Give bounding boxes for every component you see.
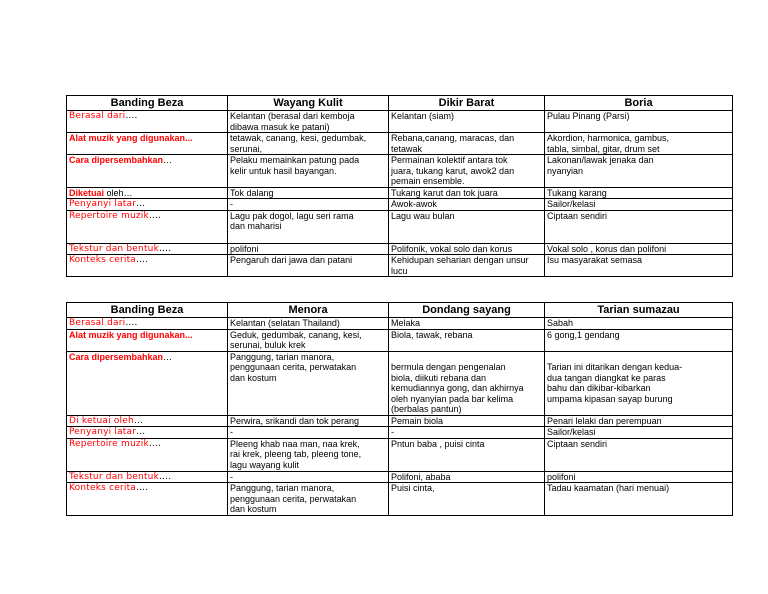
table-cell: Lagu wau bulan bbox=[389, 210, 545, 243]
table-cell: Pleeng khab naa man, naa krek, rai krek, pleeng tab, pleeng tone, lagu wayang kulit bbox=[228, 438, 389, 471]
row-label bbox=[67, 133, 228, 155]
row-label-suffix: …. bbox=[159, 243, 172, 254]
table-cell: Sailor/kelasi bbox=[545, 427, 733, 439]
table-cell: Kelantan (selatan Thailand) bbox=[228, 318, 389, 330]
row-label bbox=[67, 155, 228, 188]
row-label bbox=[67, 187, 228, 199]
table-row bbox=[67, 438, 733, 471]
table-cell: Tadau kaamatan (hari menuai) bbox=[545, 483, 733, 516]
row-label bbox=[67, 199, 228, 211]
table-row bbox=[67, 243, 733, 255]
table-cell: Polifonik, vokal solo dan korus bbox=[389, 243, 545, 255]
table-cell: Pelaku memainkan patung pada kelir untuk hasil bayangan. bbox=[228, 155, 389, 188]
table-row bbox=[67, 483, 733, 516]
table-cell: Melaka bbox=[389, 318, 545, 330]
header-cell: Banding Beza bbox=[67, 303, 228, 318]
header-cell: Wayang Kulit bbox=[228, 96, 389, 111]
table-cell: Kelantan (berasal dari kemboja dibawa masuk ke patani) bbox=[228, 111, 389, 133]
row-label-suffix: …. bbox=[125, 111, 138, 121]
table-cell: bermula dengan pengenalan biola, diikuti rebana dan kemudiannya gong, dan akhirnya oleh nyanyian pada bar kelima (berbalas pantun) bbox=[389, 351, 545, 415]
table-cell: Puisi cinta, bbox=[389, 483, 545, 516]
row-label-suffix: … bbox=[133, 415, 144, 426]
row-label-suffix: …. bbox=[136, 483, 149, 493]
row-label-suffix: …. bbox=[136, 255, 149, 265]
header-cell: Dikir Barat bbox=[389, 96, 545, 111]
table-cell: Vokal solo , korus dan polifoni bbox=[545, 243, 733, 255]
table-row bbox=[67, 155, 733, 188]
comparison-table-1 bbox=[66, 95, 733, 277]
table-cell: Tarian ini ditarikan dengan kedua- dua tangan diangkat ke paras bahu dan dikibar-kibarkan umpama kipasan sayap burung bbox=[545, 351, 733, 415]
table-cell: Permainan kolektif antara tok juara, tukang karut, awok2 dan pemain ensemble. bbox=[389, 155, 545, 188]
row-label-text: Konteks cerita bbox=[69, 483, 137, 493]
row-label-suffix: …. bbox=[148, 210, 162, 221]
row-label bbox=[67, 351, 228, 415]
table-cell: Kelantan (siam) bbox=[389, 111, 545, 133]
table-cell: Tukang karang bbox=[545, 187, 733, 199]
row-label-suffix: … bbox=[136, 199, 146, 209]
header-cell: Menora bbox=[228, 303, 389, 318]
table-cell: Biola, tawak, rebana bbox=[389, 329, 545, 351]
row-label bbox=[67, 111, 228, 133]
table-cell: Lakonan/lawak jenaka dan nyanyian bbox=[545, 155, 733, 188]
table-row bbox=[67, 111, 733, 133]
table-cell: - bbox=[389, 427, 545, 439]
table-cell: Akordion, harmonica, gambus, tabla, simbal, gitar, drum set bbox=[545, 133, 733, 155]
table-cell: - bbox=[228, 199, 389, 211]
row-label-text: Cara dipersembahkan bbox=[69, 351, 164, 362]
table-row bbox=[67, 351, 733, 415]
table-cell: Ciptaan sendiri bbox=[545, 438, 733, 471]
table-cell: Penari lelaki dan perempuan bbox=[545, 415, 733, 427]
row-label-text: Penyanyi latar bbox=[69, 199, 137, 209]
row-label-suffix: oleh… bbox=[104, 187, 133, 198]
row-label-suffix: …. bbox=[159, 471, 172, 482]
row-label-suffix: … bbox=[163, 351, 173, 362]
table-row bbox=[67, 318, 733, 330]
row-label bbox=[67, 318, 228, 330]
row-label bbox=[67, 415, 228, 427]
table-cell: Panggung, tarian manora, penggunaan cerita, perwatakan dan kostum bbox=[228, 351, 389, 415]
row-label-text: Alat muzik yang digunakan... bbox=[69, 133, 193, 143]
table-cell: Lagu pak dogol, lagu seri rama dan maharisi bbox=[228, 210, 389, 243]
row-label-text: Cara dipersembahkan bbox=[69, 155, 164, 165]
table-cell: Pengaruh dari jawa dan patani bbox=[228, 255, 389, 277]
row-label-text: Diketuai bbox=[69, 187, 105, 198]
table-cell: Ciptaan sendiri bbox=[545, 210, 733, 243]
row-label bbox=[67, 329, 228, 351]
row-label bbox=[67, 243, 228, 255]
table-cell: Tukang karut dan tok juara bbox=[389, 187, 545, 199]
row-label-text: Repertoire muzik bbox=[69, 210, 149, 221]
table-cell: Geduk, gedumbak, canang, kesi, serunai, buluk krek bbox=[228, 329, 389, 351]
table-cell: Pntun baba , puisi cinta bbox=[389, 438, 545, 471]
comparison-table-2 bbox=[66, 302, 733, 516]
table-row bbox=[67, 427, 733, 439]
table-cell: tetawak, canang, kesi, gedumbak, serunai, bbox=[228, 133, 389, 155]
header-row bbox=[67, 96, 733, 111]
table-cell: Rebana,canang, maracas, dan tetawak bbox=[389, 133, 545, 155]
row-label bbox=[67, 483, 228, 516]
row-label-text: Alat muzik yang digunakan... bbox=[69, 329, 193, 340]
table-cell: Awok-awok bbox=[389, 199, 545, 211]
row-label-text: Berasal dari bbox=[69, 318, 126, 328]
row-label bbox=[67, 427, 228, 439]
table-cell: Pemain biola bbox=[389, 415, 545, 427]
header-cell: Tarian sumazau bbox=[545, 303, 733, 318]
row-label bbox=[67, 210, 228, 243]
table-cell: Tok dalang bbox=[228, 187, 389, 199]
table-row bbox=[67, 210, 733, 243]
row-label bbox=[67, 255, 228, 277]
table-row bbox=[67, 199, 733, 211]
table-cell: Pulau Pinang (Parsi) bbox=[545, 111, 733, 133]
table-row bbox=[67, 329, 733, 351]
header-cell: Banding Beza bbox=[67, 96, 228, 111]
header-cell: Boria bbox=[545, 96, 733, 111]
row-label-text: Repertoire muzik bbox=[69, 438, 149, 449]
table-cell: Perwira, srikandi dan tok perang bbox=[228, 415, 389, 427]
table-row bbox=[67, 187, 733, 199]
table-cell: - bbox=[228, 427, 389, 439]
table-cell: Polifoni, ababa bbox=[389, 471, 545, 483]
row-label-text: Penyanyi latar bbox=[69, 427, 137, 437]
table-row bbox=[67, 255, 733, 277]
row-label-suffix: …. bbox=[148, 438, 162, 449]
table-cell: polifoni bbox=[545, 471, 733, 483]
row-label-text: Berasal dari bbox=[69, 111, 126, 121]
row-label-text: Di ketuai oleh bbox=[69, 415, 134, 426]
table-cell: - bbox=[228, 471, 389, 483]
row-label-suffix: … bbox=[163, 155, 173, 165]
row-label-text: Tekstur dan bentuk bbox=[69, 471, 159, 482]
table-row bbox=[67, 133, 733, 155]
table-cell: Kehidupan seharian dengan unsur lucu bbox=[389, 255, 545, 277]
table-cell: Sabah bbox=[545, 318, 733, 330]
row-label bbox=[67, 471, 228, 483]
table-cell: Isu masyarakat semasa bbox=[545, 255, 733, 277]
table-row bbox=[67, 471, 733, 483]
table-cell: polifoni bbox=[228, 243, 389, 255]
table-cell: Sailor/kelasi bbox=[545, 199, 733, 211]
row-label-suffix: … bbox=[136, 427, 146, 437]
table-cell: Panggung, tarian manora, penggunaan cerita, perwatakan dan kostum bbox=[228, 483, 389, 516]
header-row bbox=[67, 303, 733, 318]
header-cell: Dondang sayang bbox=[389, 303, 545, 318]
row-label-text: Tekstur dan bentuk bbox=[69, 243, 159, 254]
table-row bbox=[67, 415, 733, 427]
row-label bbox=[67, 438, 228, 471]
row-label-suffix: …. bbox=[125, 318, 138, 328]
table-cell: 6 gong,1 gendang bbox=[545, 329, 733, 351]
row-label-text: Konteks cerita bbox=[69, 255, 137, 265]
